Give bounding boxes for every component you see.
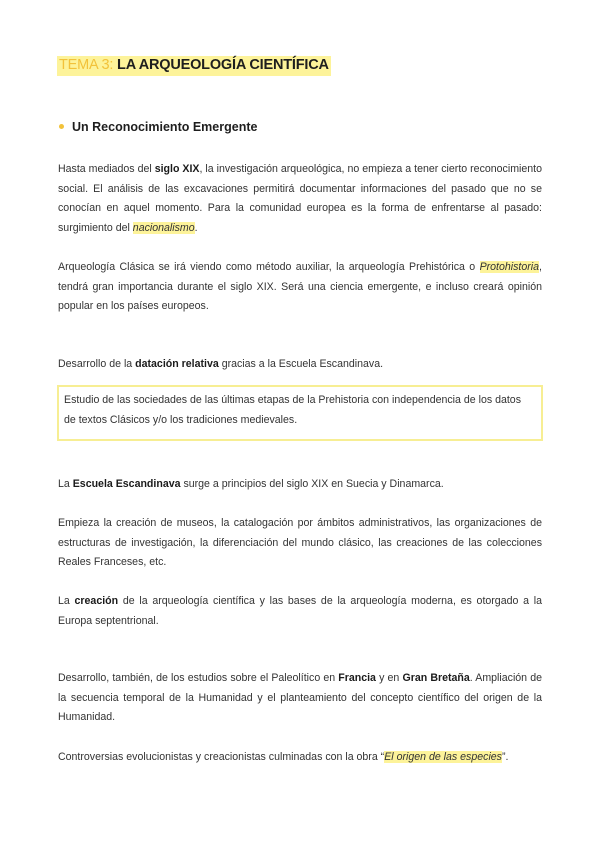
page-title	[57, 56, 331, 76]
title-tema: TEMA 3:	[59, 57, 114, 73]
highlight-nacionalismo: nacionalismo	[132, 221, 195, 234]
paragraph-6: La creación de la arqueología científica y las bases de la arqueología moderna, es otorgado a la Europa septentrional.	[58, 595, 542, 627]
paragraph-2: Arqueología Clásica se irá viendo como método auxiliar, la arqueología Prehistórica o Protohistoria, tendrá gran importancia durante el siglo XIX. Será una ciencia emergente, e incluso creará opinión popular en los países europeos.	[58, 261, 542, 313]
paragraph-1: Hasta mediados del siglo XIX, la investigación arqueológica, no empieza a tener cierto reconocimiento social. El análisis de las excavaciones permitirá documentar informaciones del pasado que no se conocían en aquel momento. Para la comunidad europea es la forma de enfrentarse al pasado: surgimiento del nacionalismo.	[58, 163, 542, 234]
paragraph-7: Desarrollo, también, de los estudios sobre el Paleolítico en Francia y en Gran Bretaña. Ampliación de la secuencia temporal de la Humanidad y el planteamiento del concepto científico del origen de la Humanidad.	[58, 672, 542, 724]
paragraph-4: La Escuela Escandinava surge a principios del siglo XIX en Suecia y Dinamarca.	[58, 478, 444, 490]
paragraph-5: Empieza la creación de museos, la catalogación por ámbitos administrativos, las organizaciones de estructuras de investigación, la diferenciación del mundo clásico, las creaciones de las colecciones Reales Franceses, etc.	[58, 517, 542, 569]
bullet-dot-icon	[59, 124, 64, 129]
section-heading-text: Un Reconocimiento Emergente	[72, 120, 258, 134]
title-main: LA ARQUEOLOGÍA CIENTÍFICA	[117, 57, 329, 73]
highlight-origen-especies: El origen de las especies	[384, 751, 502, 763]
highlight-protohistoria: Protohistoria	[479, 261, 540, 273]
callout-box: Estudio de las sociedades de las últimas etapas de la Prehistoria con independencia de los datos de textos Clásicos y/o los tradiciones medievales.	[57, 385, 543, 441]
paragraph-3: Desarrollo de la datación relativa gracias a la Escuela Escandinava.	[58, 358, 384, 370]
section-heading	[59, 120, 257, 134]
paragraph-8: Controversias evolucionistas y creacionistas culminadas con la obra “El origen de las especies”.	[58, 751, 509, 763]
